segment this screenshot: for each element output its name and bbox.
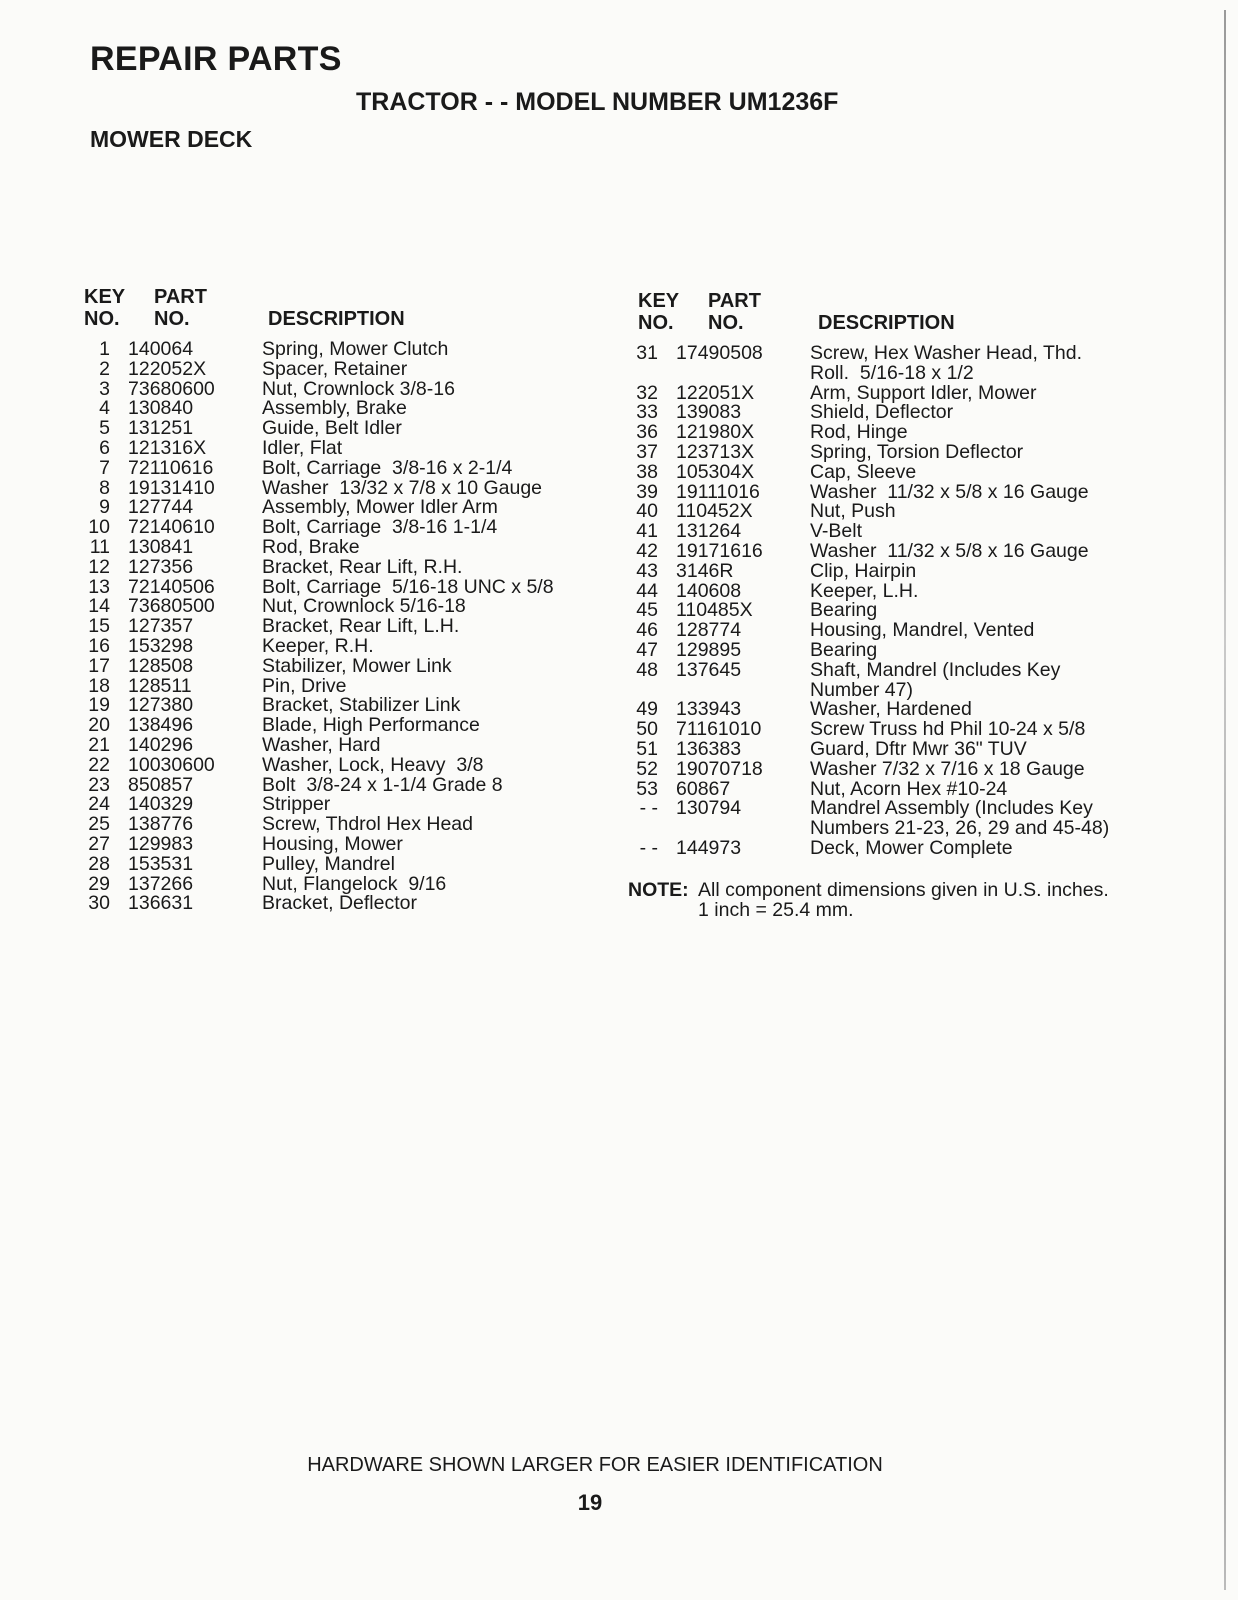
part-description: Shaft, Mandrel (Includes Key Number 47) — [810, 658, 1061, 701]
note-conversion: 1 inch = 25.4 mm. — [698, 899, 854, 921]
part-description: Pulley, Mandrel — [262, 852, 395, 875]
table-row — [628, 539, 1148, 562]
page-edge-shadow — [1224, 10, 1226, 1590]
part-number: 110452X — [676, 500, 753, 523]
part-description: Washer 11/32 x 5/8 x 16 Gauge — [810, 539, 1089, 562]
part-description: Bracket, Deflector — [262, 892, 417, 915]
table-row — [76, 832, 616, 855]
key-number: 10 — [88, 516, 110, 539]
part-number: 131251 — [128, 417, 194, 440]
part-number: 130841 — [128, 535, 194, 558]
table-row — [76, 654, 616, 677]
part-number: 10030600 — [128, 753, 215, 776]
table-row — [76, 815, 616, 835]
part-number: 122051X — [676, 381, 755, 404]
part-number: 17490508 — [676, 342, 763, 364]
part-description: Nut, Crownlock 3/8-16 — [262, 377, 455, 400]
key-number: 43 — [636, 559, 658, 582]
part-number: 129983 — [128, 832, 194, 855]
part-description: Bolt, Carriage 5/16-18 UNC x 5/8 — [262, 575, 554, 598]
table-row — [628, 720, 1148, 740]
table-header — [628, 290, 1148, 338]
part-number: 128511 — [128, 674, 192, 697]
table-row — [628, 460, 1148, 483]
part-number: 140296 — [128, 733, 194, 756]
key-number: 46 — [636, 619, 658, 642]
part-description: Washer, Hard — [262, 733, 381, 756]
table-row — [628, 621, 1148, 641]
table-row — [76, 617, 616, 637]
header-key-no: KEY NO. — [84, 286, 126, 330]
table-row — [76, 436, 616, 459]
part-number: 110485X — [676, 599, 753, 622]
part-description: Cap, Sleeve — [810, 460, 917, 483]
part-number: 72140506 — [128, 575, 215, 598]
part-number: 72140610 — [128, 516, 215, 539]
part-number: 153298 — [128, 634, 194, 657]
part-number: 139083 — [676, 401, 742, 424]
part-description: Bolt, Carriage 3/8-16 1-1/4 — [262, 516, 498, 539]
part-description: Washer, Lock, Heavy 3/8 — [262, 753, 484, 776]
part-description: Guide, Belt Idler — [262, 417, 402, 440]
part-description: Arm, Support Idler, Mower — [810, 381, 1037, 404]
key-number: 15 — [88, 615, 110, 638]
key-number: 38 — [636, 460, 658, 483]
table-row — [628, 757, 1148, 780]
key-number: 47 — [636, 638, 658, 661]
table-row — [628, 836, 1148, 859]
table-row — [628, 799, 1148, 839]
key-number: 1 — [99, 338, 110, 360]
note-text: All component dimensions given in U.S. inches. — [698, 879, 1109, 901]
part-description: Keeper, R.H. — [262, 634, 374, 657]
key-number: 48 — [636, 658, 658, 681]
part-description: Stripper — [262, 793, 331, 816]
part-number: 850857 — [128, 773, 194, 796]
part-description: Bolt 3/8-24 x 1-1/4 Grade 8 — [262, 773, 503, 796]
part-number: 127357 — [128, 615, 194, 638]
key-number: 53 — [636, 777, 658, 800]
part-description: Pin, Drive — [262, 674, 347, 697]
table-row — [628, 344, 1148, 384]
header-description: DESCRIPTION — [268, 308, 405, 330]
key-number: 5 — [99, 417, 110, 440]
part-number: 136383 — [676, 737, 742, 760]
part-description: Blade, High Performance — [262, 714, 480, 737]
table-row — [628, 737, 1148, 760]
table-row — [76, 357, 616, 380]
part-description: Washer 11/32 x 5/8 x 16 Gauge — [810, 480, 1089, 503]
parts-table-left — [76, 286, 616, 914]
table-row — [76, 894, 616, 914]
part-description: Assembly, Mower Idler Arm — [262, 496, 498, 519]
part-number: 130840 — [128, 397, 194, 420]
part-number: 128774 — [676, 619, 742, 642]
dimension-note — [628, 880, 1148, 920]
part-number: 127380 — [128, 694, 194, 717]
part-description: Nut, Flangelock 9/16 — [262, 872, 447, 895]
part-number: 19131410 — [128, 476, 215, 499]
key-number: 14 — [88, 595, 110, 618]
key-number: 20 — [88, 714, 110, 737]
part-number: 72110616 — [128, 456, 214, 479]
part-description: Washer 7/32 x 7/16 x 18 Gauge — [810, 757, 1085, 780]
part-number: 105304X — [676, 460, 755, 483]
part-description: Screw, Thdrol Hex Head — [262, 813, 473, 836]
part-number: 3146R — [676, 559, 734, 582]
part-number: 131264 — [676, 520, 742, 543]
part-number: 123713X — [676, 440, 755, 463]
part-description: Assembly, Brake — [262, 397, 407, 420]
header-part-no: PART NO. — [708, 290, 761, 334]
part-number: 137266 — [128, 872, 194, 895]
key-number: 12 — [88, 555, 110, 578]
part-description: Washer 13/32 x 7/8 x 10 Gauge — [262, 476, 543, 499]
part-number: 71161010 — [676, 718, 762, 741]
part-number: 19111016 — [676, 480, 760, 503]
key-number: 2 — [99, 357, 110, 380]
part-number: 140064 — [128, 338, 194, 360]
section-title: MOWER DECK — [90, 126, 253, 152]
table-row — [76, 518, 616, 538]
table-row — [628, 423, 1148, 443]
key-number: 49 — [636, 698, 658, 721]
part-description: Guard, Dftr Mwr 36" TUV — [810, 737, 1027, 760]
key-number: 42 — [636, 539, 658, 562]
part-description: Shield, Deflector — [810, 401, 954, 424]
key-number: 4 — [99, 397, 110, 420]
key-number: 19 — [88, 694, 110, 717]
table-row — [76, 753, 616, 776]
part-number: 130794 — [676, 797, 742, 820]
key-number: 3 — [99, 377, 110, 400]
key-number: 25 — [88, 813, 110, 836]
key-number: 17 — [88, 654, 110, 677]
table-row — [76, 634, 616, 657]
part-number: 19171616 — [676, 539, 763, 562]
part-description: Idler, Flat — [262, 436, 343, 459]
table-header — [76, 286, 616, 334]
part-description: V-Belt — [810, 520, 863, 543]
table-row — [76, 456, 616, 479]
key-number: 37 — [636, 440, 658, 463]
part-description: Housing, Mower — [262, 832, 403, 855]
part-description: Stabilizer, Mower Link — [262, 654, 452, 677]
table-row — [76, 555, 616, 578]
table-row — [628, 440, 1148, 463]
table-row — [76, 535, 616, 558]
part-description: Housing, Mandrel, Vented — [810, 619, 1035, 642]
part-number: 127744 — [128, 496, 194, 519]
part-description: Nut, Push — [810, 500, 896, 523]
key-number: 50 — [636, 718, 658, 741]
part-description: Spring, Mower Clutch — [262, 338, 449, 360]
key-number: 6 — [99, 436, 110, 459]
part-number: 144973 — [676, 836, 742, 859]
part-description: Nut, Crownlock 5/16-18 — [262, 595, 466, 618]
key-number: 36 — [636, 421, 658, 444]
table-row — [628, 559, 1148, 582]
key-number: 45 — [636, 599, 658, 622]
part-number: 127356 — [128, 555, 194, 578]
part-number: 129895 — [676, 638, 742, 661]
part-description: Bracket, Stabilizer Link — [262, 694, 461, 717]
table-row — [76, 340, 616, 360]
key-number: 44 — [636, 579, 658, 602]
key-number: 28 — [88, 852, 110, 875]
header-description: DESCRIPTION — [818, 312, 955, 334]
key-number: 23 — [88, 773, 110, 796]
key-number: 41 — [636, 520, 658, 543]
part-number: 153531 — [128, 852, 194, 875]
key-number: - - — [639, 797, 658, 820]
key-number: 8 — [99, 476, 110, 499]
part-number: 122052X — [128, 357, 207, 380]
key-number: 13 — [88, 575, 110, 598]
key-number: 30 — [88, 892, 110, 915]
key-number: 22 — [88, 753, 110, 776]
key-number: 18 — [88, 674, 110, 697]
part-number: 133943 — [676, 698, 742, 721]
key-number: 31 — [636, 342, 658, 364]
part-number: 73680600 — [128, 377, 215, 400]
part-description: Screw, Hex Washer Head, Thd. Roll. 5/16-18 x 1/2 — [810, 342, 1083, 384]
part-number: 121316X — [128, 436, 207, 459]
page-number: 19 — [577, 1490, 603, 1515]
table-row — [76, 733, 616, 756]
key-number: 24 — [88, 793, 110, 816]
part-description: Rod, Hinge — [810, 421, 908, 444]
part-description: Bolt, Carriage 3/8-16 x 2-1/4 — [262, 456, 513, 479]
parts-list — [76, 340, 616, 914]
part-description: Bearing — [810, 638, 878, 661]
key-number: 9 — [99, 496, 110, 519]
parts-list — [628, 344, 1148, 859]
part-number: 60867 — [676, 777, 731, 800]
part-description: Bearing — [810, 599, 878, 622]
table-row — [76, 852, 616, 875]
key-number: 39 — [636, 480, 658, 503]
part-description: Mandrel Assembly (Includes Key Numbers 21-23, 26, 29 and 45-48) — [810, 797, 1110, 840]
table-row — [76, 716, 616, 736]
model-subtitle: TRACTOR - - MODEL NUMBER UM1236F — [356, 88, 839, 116]
table-row — [628, 658, 1148, 701]
part-number: 128508 — [128, 654, 194, 677]
part-description: Spacer, Retainer — [262, 357, 408, 380]
table-row — [628, 522, 1148, 542]
part-description: Spring, Torsion Deflector — [810, 440, 1024, 463]
part-number: 138496 — [128, 714, 194, 737]
page-title: REPAIR PARTS — [90, 40, 342, 78]
part-number: 73680500 — [128, 595, 215, 618]
key-number: 7 — [99, 456, 110, 479]
table-row — [628, 638, 1148, 661]
part-number: 138776 — [128, 813, 194, 836]
part-description: Screw Truss hd Phil 10-24 x 5/8 — [810, 718, 1086, 741]
key-number: 51 — [636, 737, 658, 760]
part-number: 140608 — [676, 579, 742, 602]
part-description: Nut, Acorn Hex #10-24 — [810, 777, 1008, 800]
part-number: 19070718 — [676, 757, 763, 780]
key-number: 29 — [88, 872, 110, 895]
key-number: - - — [639, 836, 658, 859]
part-description: Clip, Hairpin — [810, 559, 917, 582]
key-number: 32 — [636, 381, 658, 404]
part-description: Deck, Mower Complete — [810, 836, 1013, 859]
header-key-no: KEY NO. — [638, 290, 680, 334]
parts-table-right — [628, 290, 1148, 859]
note-label: NOTE: — [628, 879, 689, 901]
part-description: Washer, Hardened — [810, 698, 972, 721]
table-row — [76, 419, 616, 439]
part-description: Keeper, L.H. — [810, 579, 919, 602]
key-number: 40 — [636, 500, 658, 523]
key-number: 11 — [89, 535, 110, 558]
hardware-caption: HARDWARE SHOWN LARGER FOR EASIER IDENTIFICATION — [307, 1454, 883, 1476]
key-number: 21 — [88, 733, 110, 756]
part-description: Bracket, Rear Lift, R.H. — [262, 555, 463, 578]
part-number: 137645 — [676, 658, 742, 681]
part-number: 121980X — [676, 421, 755, 444]
part-number: 136631 — [128, 892, 194, 915]
header-part-no: PART NO. — [154, 286, 207, 330]
key-number: 27 — [88, 832, 110, 855]
key-number: 33 — [636, 401, 658, 424]
key-number: 52 — [636, 757, 658, 780]
part-number: 140329 — [128, 793, 194, 816]
key-number: 16 — [88, 634, 110, 657]
part-description: Rod, Brake — [262, 535, 360, 558]
part-description: Bracket, Rear Lift, L.H. — [262, 615, 460, 638]
